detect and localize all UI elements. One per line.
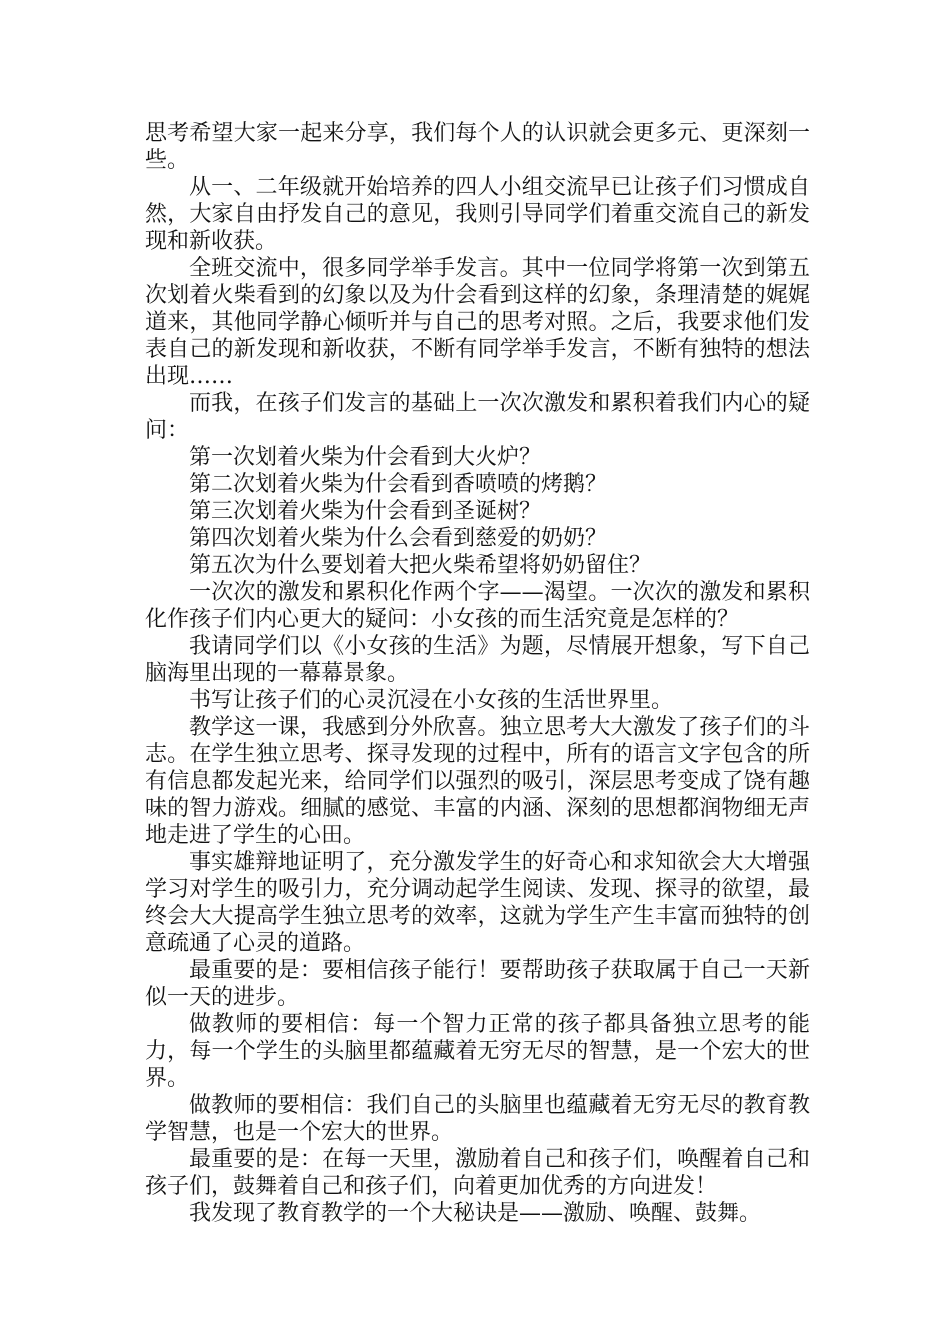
paragraph: 我发现了教育教学的一个大秘诀是——激励、唤醒、鼓舞。 <box>189 1201 762 1226</box>
paragraph: 做教师的要相信：每一个智力正常的孩子都具备独立思考的能力，每一个学生的头脑里都蕴藏着无穷无尽的智慧，是一个宏大的世界。 <box>145 1012 810 1091</box>
paragraph: 一次次的激发和累积化作两个字——渴望。一次次的激发和累积化作孩子们内心更大的疑问：小女孩的而生活究竟是怎样的？ <box>145 580 810 632</box>
paragraph: 最重要的是：在每一天里，激励着自己和孩子们，唤醒着自己和孩子们，鼓舞着自己和孩子们，向着更加优秀的方向进发！ <box>145 1147 810 1199</box>
paragraph: 我请同学们以《小女孩的生活》为题，尽情展开想象，写下自己脑海里出现的一幕幕景象。 <box>145 634 810 686</box>
paragraph: 事实雄辩地证明了，充分激发学生的好奇心和求知欲会大大增强学习对学生的吸引力，充分调动起学生阅读、发现、探寻的欲望，最终会大大提高学生独立思考的效率，这就为学生产生丰富而独特的创意疏通了心灵的道路。 <box>145 850 810 956</box>
paragraph: 书写让孩子们的心灵沉浸在小女孩的生活世界里。 <box>189 688 674 713</box>
paragraph: 而我，在孩子们发言的基础上一次次激发和累积着我们内心的疑问： <box>145 391 810 443</box>
document-body <box>145 120 810 1227</box>
question-line: 第二次划着火柴为什会看到香喷喷的烤鹅？ <box>189 472 608 497</box>
paragraph: 全班交流中，很多同学举手发言。其中一位同学将第一次到第五次划着火柴看到的幻象以及为什会看到这样的幻象，条理清楚的娓娓道来，其他同学静心倾听并与自己的思考对照。之后，我要求他们发表自己的新发现和新收获，不断有同学举手发言，不断有独特的想法出现…… <box>145 256 810 389</box>
question-line: 第一次划着火柴为什会看到大火炉？ <box>189 445 542 470</box>
paragraph: 做教师的要相信：我们自己的头脑里也蕴藏着无穷无尽的教育教学智慧，也是一个宏大的世界。 <box>145 1093 810 1145</box>
question-line: 第五次为什么要划着大把火柴希望将奶奶留住？ <box>189 553 652 578</box>
paragraph: 教学这一课，我感到分外欣喜。独立思考大大激发了孩子们的斗志。在学生独立思考、探寻发现的过程中，所有的语言文字包含的所有信息都发起光来，给同学们以强烈的吸引，深层思考变成了饶有趣味的智力游戏。细腻的感觉、丰富的内涵、深刻的思想都润物细无声地走进了学生的心田。 <box>145 715 810 848</box>
question-line: 第三次划着火柴为什会看到圣诞树？ <box>189 499 542 524</box>
question-line: 第四次划着火柴为什么会看到慈爱的奶奶？ <box>189 526 608 551</box>
paragraph: 最重要的是：要相信孩子能行！要帮助孩子获取属于自己一天新似一天的进步。 <box>145 958 810 1010</box>
paragraph: 从一、二年级就开始培养的四人小组交流早已让孩子们习惯成自然，大家自由抒发自己的意见，我则引导同学们着重交流自己的新发现和新收获。 <box>145 175 810 254</box>
paragraph: 思考希望大家一起来分享，我们每个人的认识就会更多元、更深刻一些。 <box>145 121 810 173</box>
